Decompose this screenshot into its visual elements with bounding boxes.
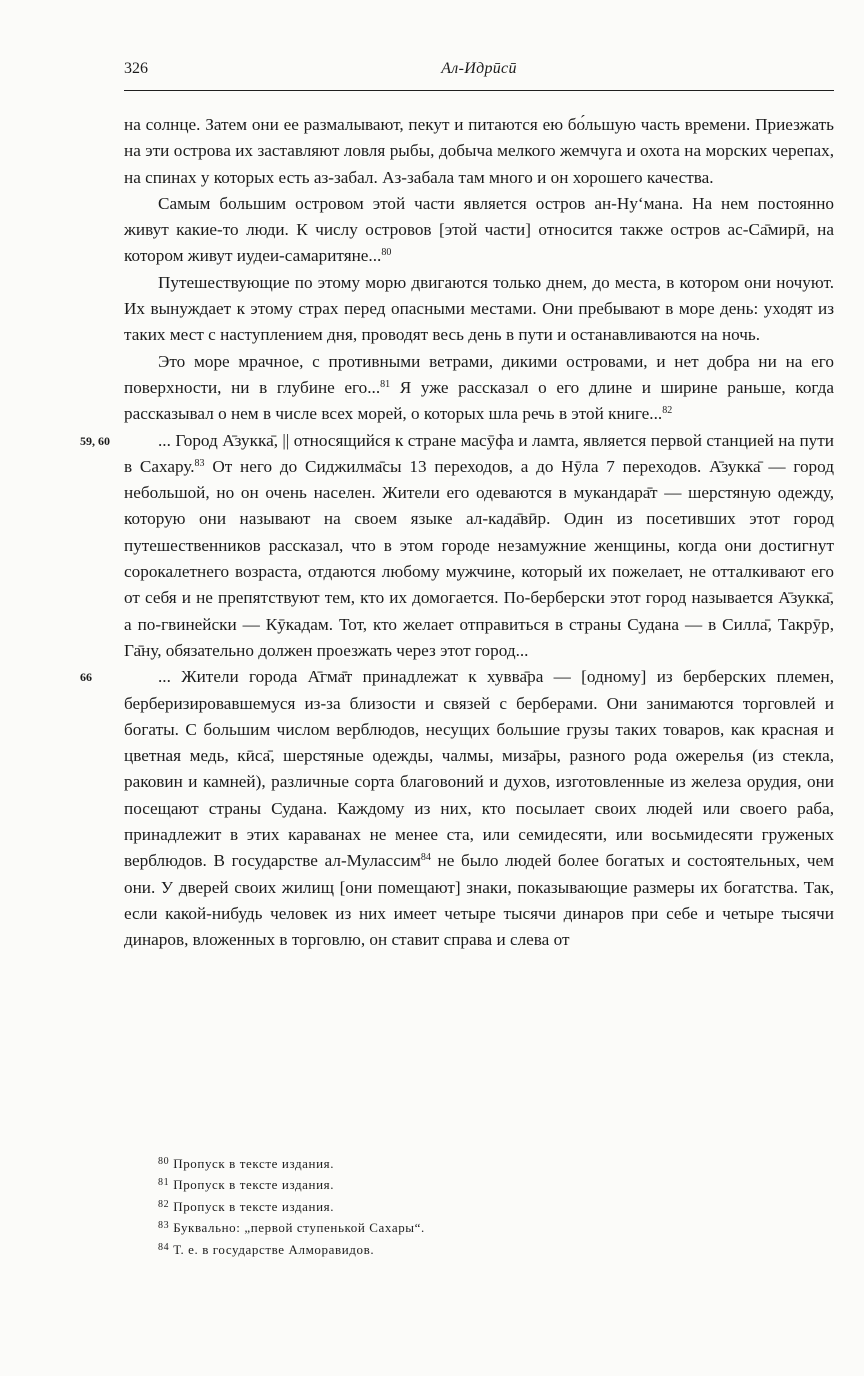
- paragraph: на солнце. Затем они ее размалывают, пекут и питаются ею бо́льшую часть времени. Приезжать на эти острова их заставляют ловля рыбы, добыча мелкого жемчуга и охота на морских черепах, на спинах у которых есть аз-забал. Аз-забала там много и он хорошего качества.: [124, 115, 834, 187]
- margin-reference: 66: [80, 670, 92, 685]
- paragraph: Путешествующие по этому морю двигаются только днем, до места, в котором они ночуют. Их вынуждает к этому страх перед опасными местами. Они пребывают в море день: уходят из таких мест с наступлением дня, проводят весь день в пути и останавливаются на ночь.: [124, 272, 834, 345]
- footnote: $^{81}$ Пропуск в тексте издания.: [158, 1177, 335, 1193]
- footnote-ref: 81: [380, 378, 391, 390]
- margin-reference: 59, 60: [80, 433, 110, 448]
- paragraph: Это море мрачное, с противными ветрами, дикими островами, и нет добра ни на его поверхности, ни в глубине его...$^{81}$ Я уже рассказал о его длине и ширине раньше, когда рассказывал о нем в числе всех морей, о которых шла речь в этой книге...$^{82}$: [124, 351, 834, 424]
- footnote-ref: 84: [420, 852, 431, 864]
- page-number: 326: [124, 60, 148, 77]
- footnote: $^{83}$ Буквально: „первой ступенькой Сахары“.: [158, 1220, 425, 1236]
- footnote-ref: 82: [662, 405, 673, 417]
- footnote: $^{84}$ Т. е. в государстве Алморавидов.: [158, 1241, 375, 1257]
- footnote-ref: 83: [194, 457, 205, 469]
- footnote-ref: 80: [381, 247, 392, 259]
- page-header: [124, 60, 834, 91]
- footnotes: [158, 1152, 758, 1259]
- footnote: $^{80}$ Пропуск в тексте издания.: [158, 1156, 335, 1171]
- main-text: [80, 112, 834, 954]
- paragraph: Самым большим островом этой части является остров ан-Нуʻмана. На нем постоянно живут какие-то люди. К числу островов [этой части] относится также остров ас-Са̄мирӣ, на котором живут иудеи-самаритяне...$^{80}$: [124, 193, 834, 266]
- footnote: $^{82}$ Пропуск в тексте издания.: [158, 1198, 335, 1214]
- paragraph: 66 ... Жители города А̄гма̄т принадлежат к хувва̄ра — [одному] из берберских племен, берберизировавшемуся из-за близости и связей с берберами. Они занимаются торговлей и богаты. С большим числом верблюдов, несущих большие грузы таких товаров, как красная и цветная медь, кӣса̄, шерстяные одежды, чалмы, миза̄ры, разного рода ожерелья (из стекла, раковин и камней), различные сорта благовоний и духов, изготовленные из железа орудия, они посещают страны Судана. Каждому из них, кто посылает своих людей или своего раба, принадлежит в этих караванах не менее ста, или семидесяти, или восьмидесяти груженых верблюдов. В государстве ал-Мулассим$^{84}$ не было людей более богатых и состоятельных, чем они. У дверей своих жилищ [они помещают] знаки, показывающие размеры их богатства. Так, если какой-нибудь человек из них имеет четыре тысячи динаров при себе и четыре тысячи динаров, вложенных в торговлю, он ставит справа и слева от: [124, 664, 834, 953]
- paragraph: 59, 60 ... Город А̄зукка̄, || относящийся к стране масӯфа и ламта, является первой станцией на пути в Сахару.$^{83}$ От него до Сиджилма̄сы 13 переходов, а до Нӯла 7 переходов. А̄зукка̄ — город небольшой, но он очень населен. Жители его одеваются в мукандара̄т — шерстяную одежду, которую они называют на своем языке ал-када̄вӣр. Один из посетивших этот город путешественников рассказал, что в этом городе незамужние женщины, когда они достигнут сорокалетнего возраста, отдаются любому мужчине, который их пожелает, не отталкивают его от себя и не препятствуют тем, кто их домогается. По-берберски этот город называется А̄зукка̄, а по-гвинейски — Кӯкадам. Тот, кто желает отправиться в страны Судана — в Силла̄, Такрӯр, Га̄ну, обязательно должен проезжать через этот город...: [124, 428, 834, 665]
- running-title: Ал-Идрӣсӣ: [441, 60, 517, 77]
